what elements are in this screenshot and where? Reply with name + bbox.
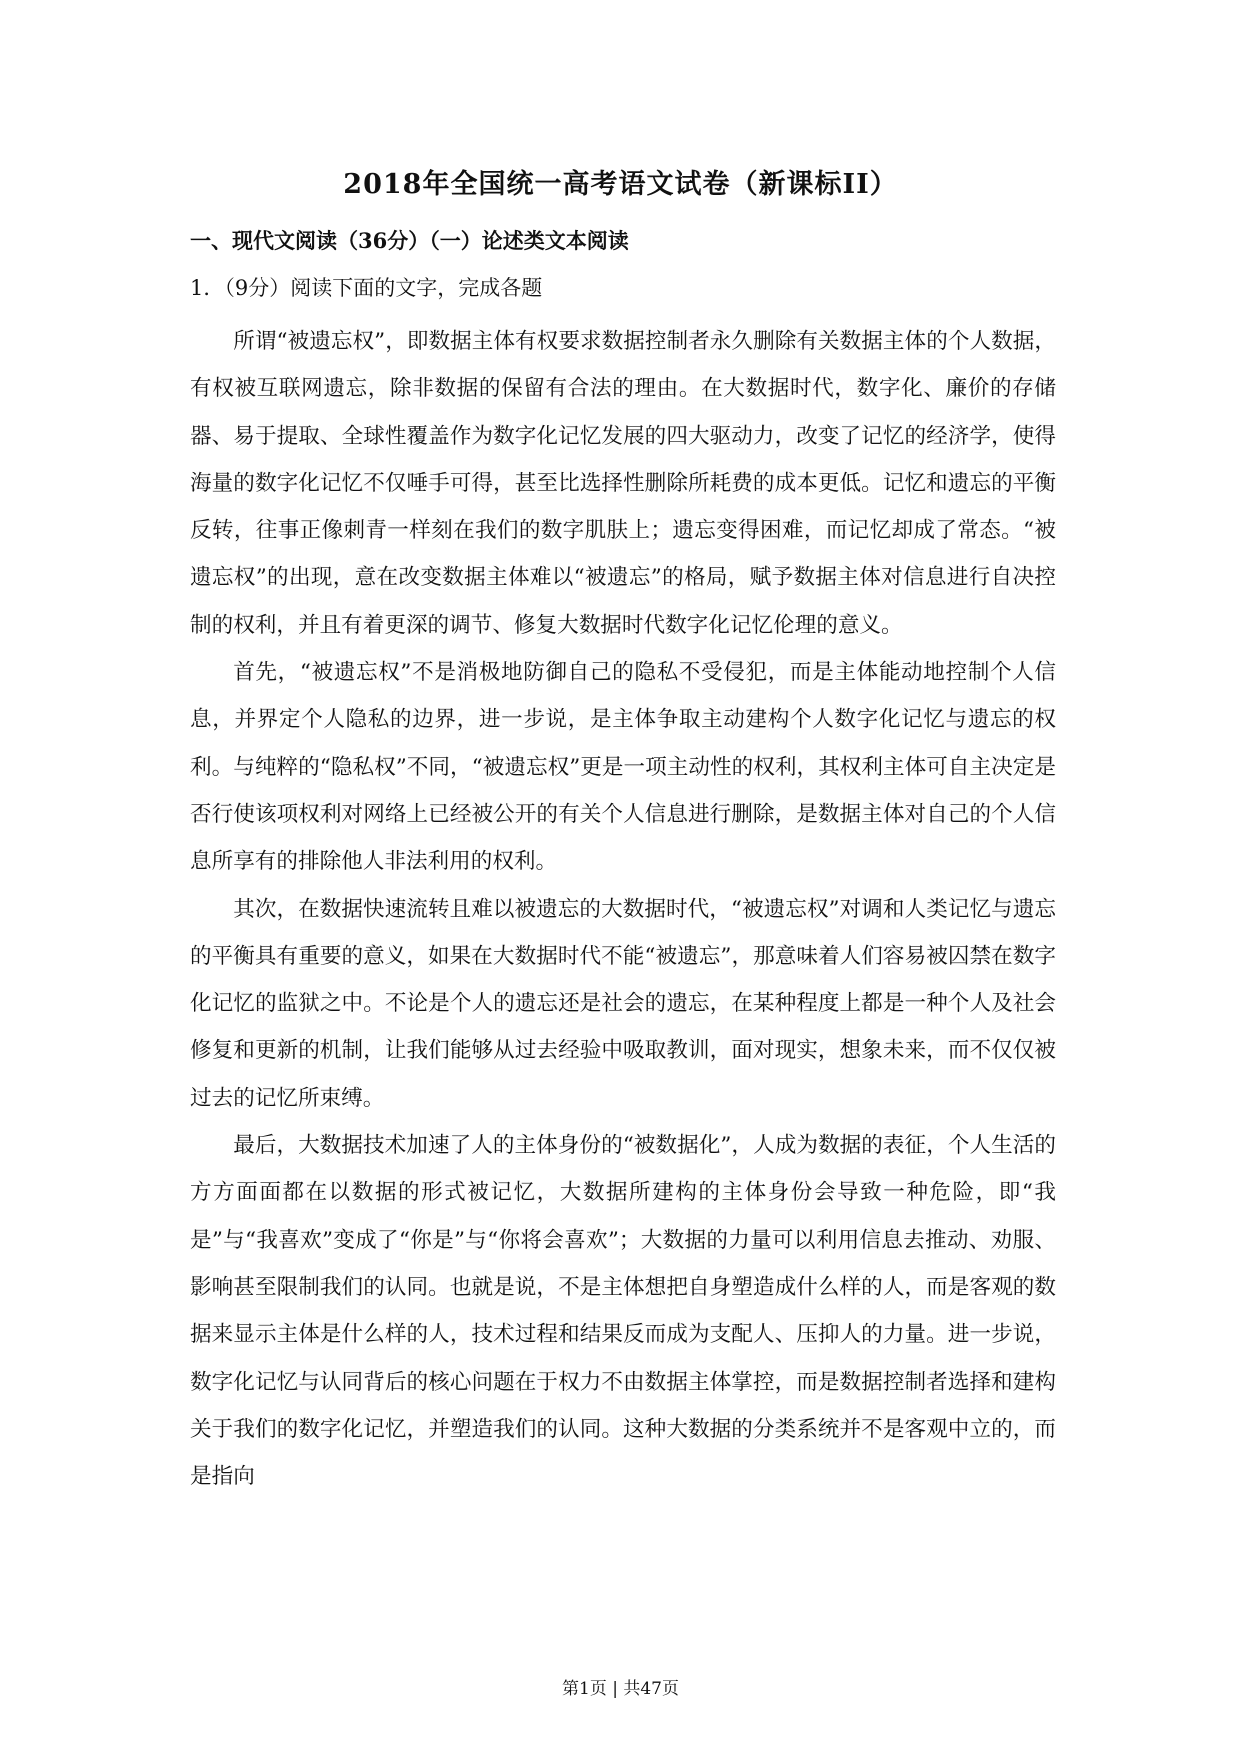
reading-passage — [190, 318, 1056, 1500]
passage-paragraph-1: 所谓“被遗忘权”，即数据主体有权要求数据控制者永久删除有关数据主体的个人数据，有权被互联网遗忘，除非数据的保留有合法的理由。在大数据时代，数字化、廉价的存储器、易于提取、全球性覆盖作为数字化记忆发展的四大驱动力，改变了记忆的经济学，使得海量的数字化记忆不仅唾手可得，甚至比选择性删除所耗费的成本更低。记忆和遗忘的平衡反转，往事正像刺青一样刻在我们的数字肌肤上；遗忘变得困难，而记忆却成了常态。“被遗忘权”的出现，意在改变数据主体难以“被遗忘”的格局，赋予数据主体对信息进行自决控制的权利，并且有着更深的调节、修复大数据时代数字化记忆伦理的意义。 — [190, 329, 1056, 638]
page-footer: 第1页 | 共47页 — [562, 1679, 679, 1699]
document-title: 2018年全国统一高考语文试卷（新课标II） — [343, 169, 898, 200]
section-heading: 一、现代文阅读（36分）（一）论述类文本阅读 — [190, 228, 629, 253]
passage-paragraph-4: 最后，大数据技术加速了人的主体身份的“被数据化”，人成为数据的表征，个人生活的方方面面都在以数据的形式被记忆，大数据所建构的主体身份会导致一种危险，即“我是”与“我喜欢”变成了“你是”与“你将会喜欢”；大数据的力量可以利用信息去推动、劝服、影响甚至限制我们的认同。也就是说，不是主体想把自身塑造成什么样的人，而是客观的数据来显示主体是什么样的人，技术过程和结果反而成为支配人、压抑人的力量。进一步说，数字化记忆与认同背后的核心问题在于权力不由数据主体掌控，而是数据控制者选择和建构关于我们的数字化记忆，并塑造我们的认同。这种大数据的分类系统并不是客观中立的，而是指向 — [190, 1133, 1056, 1490]
passage-paragraph-2: 首先，“被遗忘权”不是消极地防御自己的隐私不受侵犯，而是主体能动地控制个人信息，并界定个人隐私的边界，进一步说，是主体争取主动建构个人数字化记忆与遗忘的权利。与纯粹的“隐私权”不同，“被遗忘权”更是一项主动性的权利，其权利主体可自主决定是否行使该项权利对网络上已经被公开的有关个人信息进行删除，是数据主体对自己的个人信息所享有的排除他人非法利用的权利。 — [190, 660, 1056, 875]
question-stem: 1．（9分）阅读下面的文字，完成各题 — [190, 276, 543, 300]
passage-paragraph-3: 其次，在数据快速流转且难以被遗忘的大数据时代，“被遗忘权”对调和人类记忆与遗忘的平衡具有重要的意义，如果在大数据时代不能“被遗忘”，那意味着人们容易被囚禁在数字化记忆的监狱之中。不论是个人的遗忘还是社会的遗忘，在某种程度上都是一种个人及社会修复和更新的机制，让我们能够从过去经验中吸取教训，面对现实，想象未来，而不仅仅被过去的记忆所束缚。 — [190, 896, 1056, 1111]
